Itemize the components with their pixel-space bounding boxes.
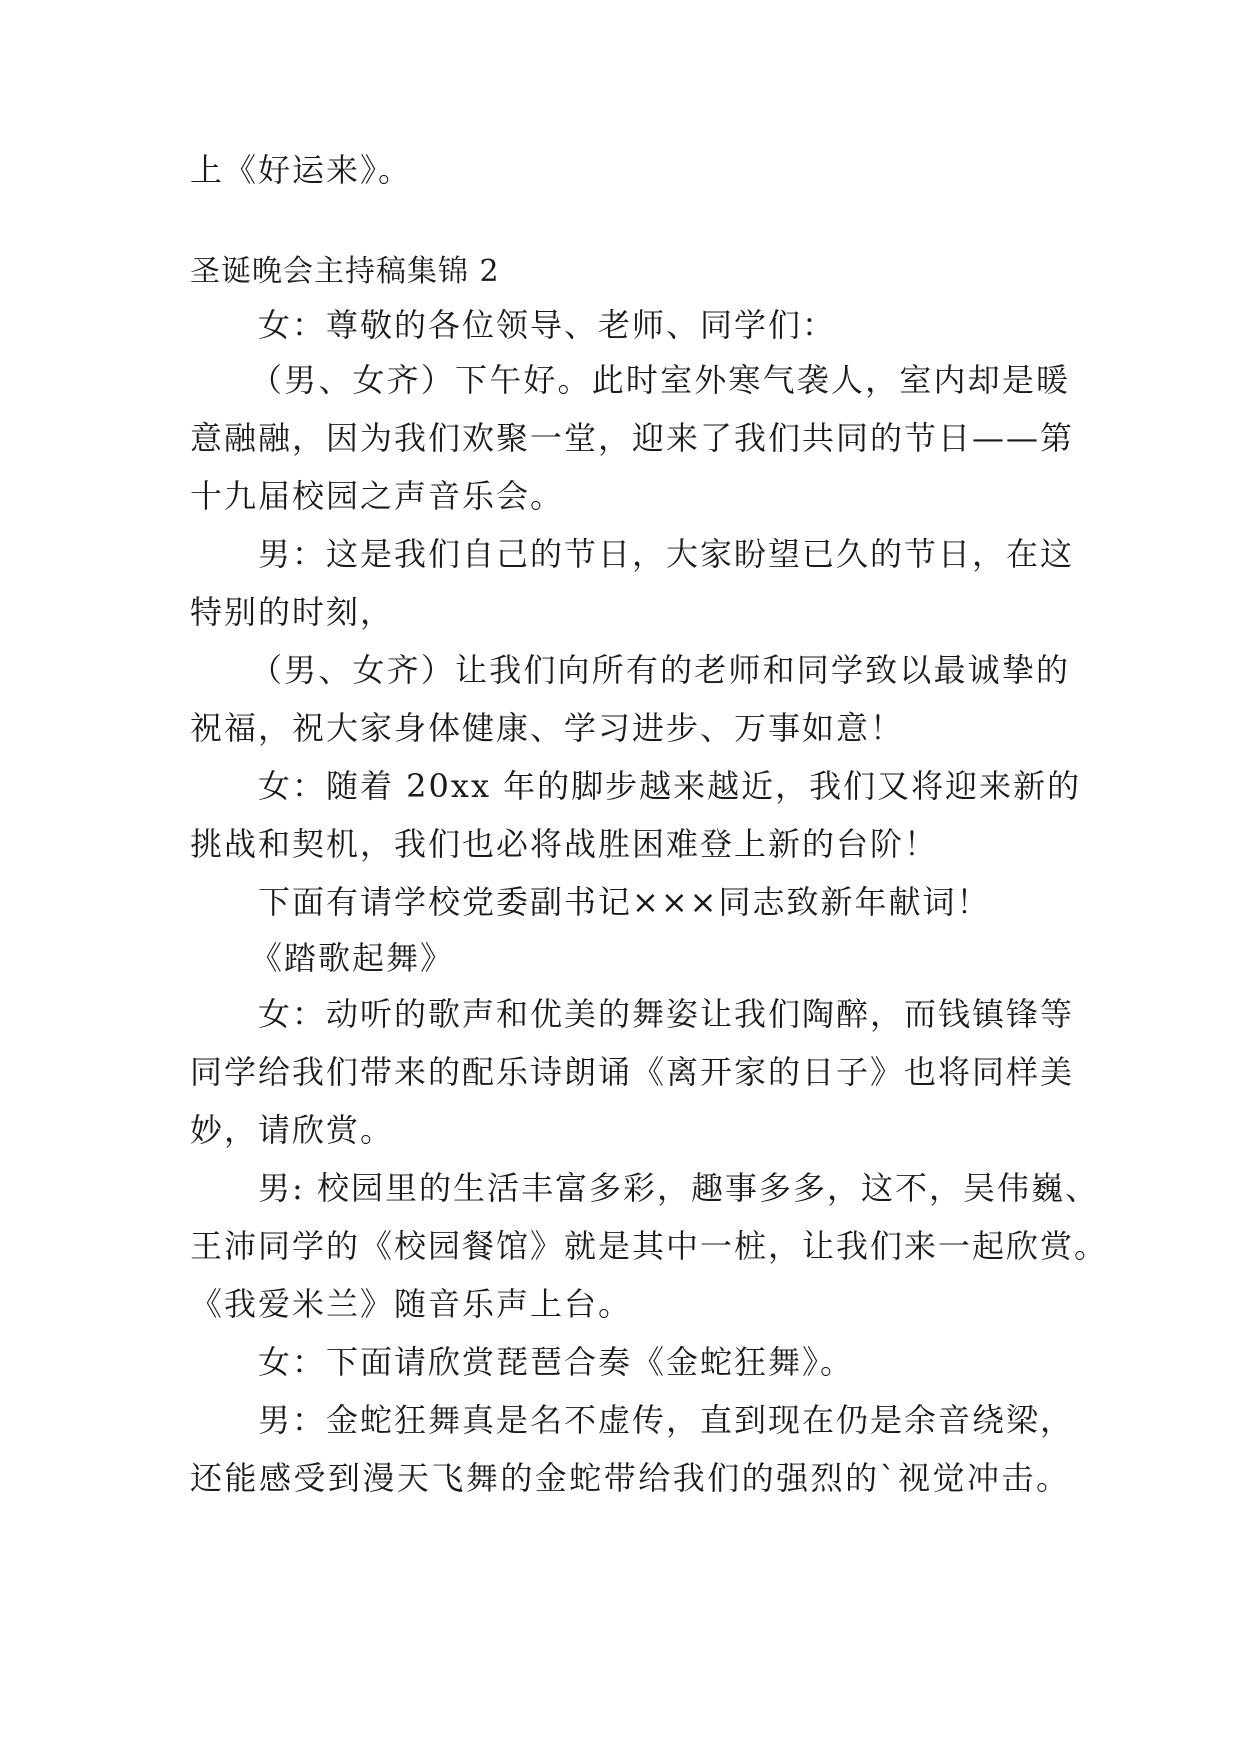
- text-line: 下面有请学校党委副书记×××同志致新年献词！: [258, 883, 991, 921]
- text-line: 女：动听的歌声和优美的舞姿让我们陶醉，而钱镇锋等: [258, 995, 1075, 1033]
- text-line: 挑战和契机，我们也必将战胜困难登上新的台阶！: [190, 825, 939, 863]
- text-line: 男：金蛇狂舞真是名不虚传，直到现在仍是余音绕梁，: [258, 1401, 1075, 1439]
- text-line: 王沛同学的《校园餐馆》就是其中一桩，让我们来一起欣赏。: [190, 1227, 1109, 1265]
- section-title: 圣诞晚会主持稿集锦 2: [190, 254, 500, 289]
- text-line: 男：这是我们自己的节日，大家盼望已久的节日，在这: [258, 535, 1075, 573]
- text-line: 《踏歌起舞》: [250, 939, 455, 977]
- text-line: 男: 校园里的生活丰富多彩，趣事多多，这不，吴伟巍、: [258, 1169, 1099, 1207]
- text-line: （男、女齐）让我们向所有的老师和同学致以最诚挚的: [250, 651, 1070, 689]
- text-line: 上《好运来》。: [190, 151, 413, 189]
- text-line: 特别的时刻，: [190, 593, 395, 631]
- text-line: 同学给我们带来的配乐诗朗诵《离开家的日子》也将同样美: [190, 1053, 1075, 1091]
- text-line: （男、女齐）下午好。此时室外寒气袭人，室内却是暖: [250, 361, 1070, 399]
- text-line: 还能感受到漫天飞舞的金蛇带给我们的强烈的`视觉冲击。: [190, 1459, 1070, 1497]
- text-line: 《我爱米兰》随音乐声上台。: [190, 1285, 633, 1323]
- text-line: 女：尊敬的各位领导、老师、同学们：: [258, 306, 837, 344]
- text-line: 祝福，祝大家身体健康、学习进步、万事如意！: [190, 709, 905, 747]
- text-line: 女：下面请欣赏琵琶合奏《金蛇狂舞》。: [258, 1343, 855, 1381]
- text-line: 妙，请欣赏。: [190, 1111, 395, 1149]
- text-line: 十九届校园之声音乐会。: [190, 477, 565, 515]
- text-line: 意融融，因为我们欢聚一堂，迎来了我们共同的节日——第: [190, 419, 1075, 457]
- text-line: 女：随着 20xx 年的脚步越来越近，我们又将迎来新的: [258, 767, 1082, 805]
